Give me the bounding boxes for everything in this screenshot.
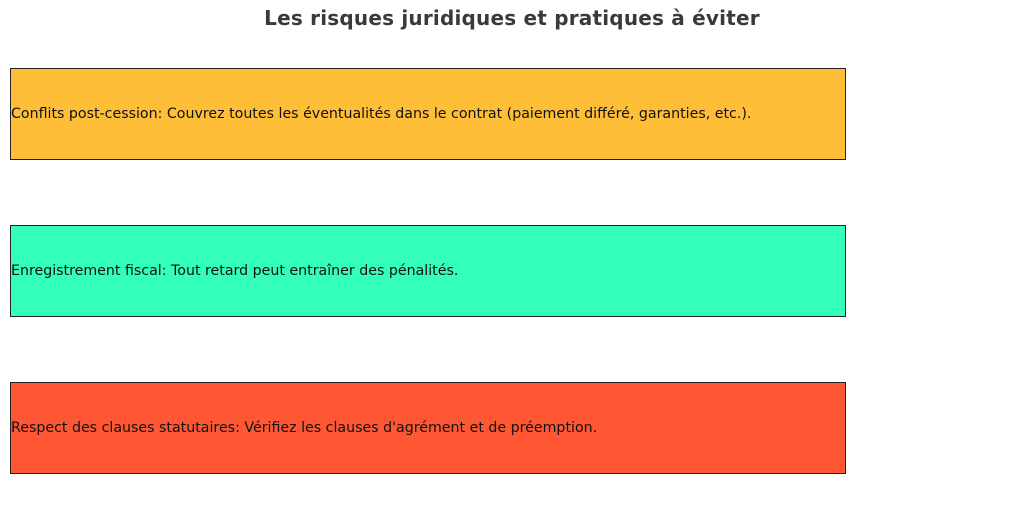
page-title: Les risques juridiques et pratiques à éviter [264,6,760,30]
risk-box-statutory-clauses [10,382,846,474]
risk-box-text: Enregistrement fiscal: Tout retard peut entraîner des pénalités. [11,263,459,279]
risk-box-tax-registration [10,225,846,317]
risk-box-text: Conflits post-cession: Couvrez toutes les éventualités dans le contrat (paiement différé, garanties, etc.). [11,106,752,122]
risk-box-post-cession-conflicts [10,68,846,160]
risk-box-text: Respect des clauses statutaires: Vérifiez les clauses d'agrément et de préemption. [11,420,598,436]
